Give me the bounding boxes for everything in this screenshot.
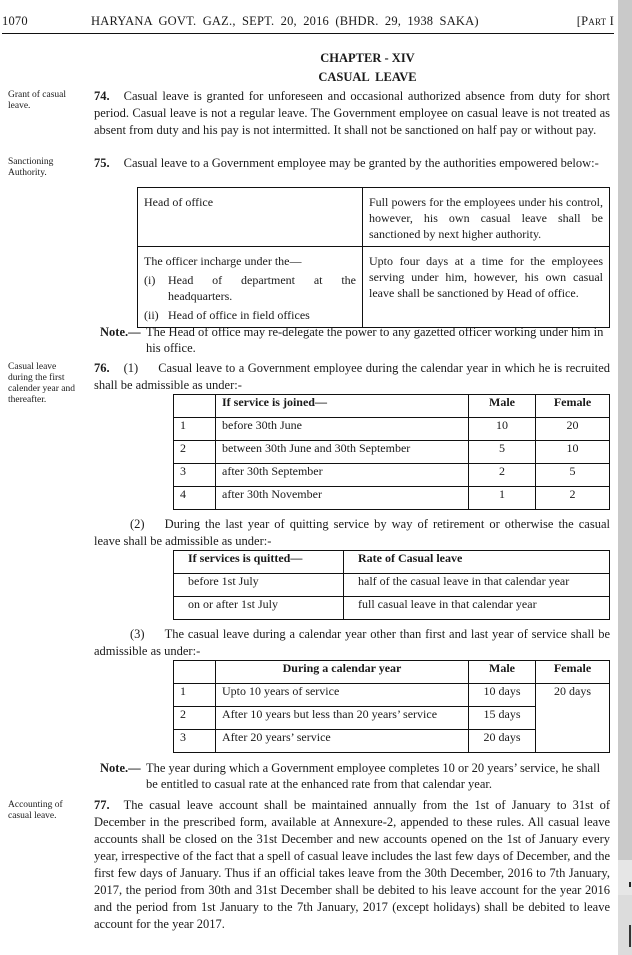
authority-cell: Head of office: [138, 188, 363, 247]
note-label: Note.—: [100, 325, 141, 339]
header-cell: Female: [536, 661, 610, 684]
header-cell: Female: [536, 395, 610, 418]
rule-number: 76.: [94, 361, 110, 375]
note-75: [100, 324, 612, 356]
female-days: 20: [536, 418, 610, 441]
table-row: [174, 597, 610, 620]
row-number: 1: [174, 418, 216, 441]
header-cell: [174, 395, 216, 418]
joining-year-table: [173, 394, 610, 510]
male-days: 5: [469, 441, 536, 464]
service-length-table: [173, 660, 610, 753]
rule-text: During the last year of quitting service by way of retirement or otherwise the casual leave shall be admissible as under:-: [94, 517, 610, 548]
leave-rate: half of the casual leave in that calendar year: [344, 574, 610, 597]
rule-76-1: [94, 360, 610, 394]
service-length: After 10 years but less than 20 years’ service: [216, 707, 469, 730]
note-label: Note.—: [100, 761, 141, 775]
table-row: [174, 418, 610, 441]
chapter-title: CASUAL LEAVE: [318, 70, 417, 84]
sub-rule-label: (3): [130, 627, 145, 641]
header-cell: If service is joined—: [216, 395, 469, 418]
powers-cell: Upto four days at a time for the employees serving under him, however, his own casual leave shall be sanctioned by Head of office.: [363, 247, 610, 328]
male-days: 10 days: [469, 684, 536, 707]
table-row: [174, 684, 610, 707]
powers-cell: Full powers for the employees under his control, however, his own casual leave shall be sanctioned by next higher authority.: [363, 188, 610, 247]
header-cell: Male: [469, 661, 536, 684]
table-header-row: [174, 395, 610, 418]
quit-period: on or after 1st July: [174, 597, 344, 620]
row-number: 2: [174, 707, 216, 730]
list-number: (ii): [144, 308, 159, 322]
table-row: [174, 441, 610, 464]
male-days: 10: [469, 418, 536, 441]
rule-number: 74.: [94, 89, 110, 103]
rule-77: [94, 797, 610, 933]
row-number: 2: [174, 441, 216, 464]
table-row: [174, 464, 610, 487]
service-length: Upto 10 years of service: [216, 684, 469, 707]
service-length: After 20 years’ service: [216, 730, 469, 753]
rule-text: The casual leave during a calendar year other than first and last year of service shall be admissible as under:-: [94, 627, 610, 658]
quitting-year-table: [173, 550, 610, 620]
page-number: 1070: [2, 14, 28, 28]
rule-text: The casual leave account shall be maintained annually from the 1st of January to 31st of December in the prescribed form, available at Annexure-2, appended to these rules. All casual leave accounts shall be closed on the 31st December and new accounts opened on the 1st of January every year, irrespective of the fact that a spell of casual leave includes the last few days of December, and the first few days of January. Thus if an official takes leave from the 30th December, 2016 to 7th January, 2017, the period from 30th and 31st December shall be debited to his leave account for the year 2016 and the period from 1st January to the 7th January, 2017 (except holidays) shall be debited to leave account for the year 2017.: [94, 798, 610, 931]
rule-76-2: [94, 516, 610, 550]
list-item: [144, 272, 356, 304]
scroll-marker-icon: [629, 925, 631, 947]
row-number: 3: [174, 730, 216, 753]
header-cell: [174, 661, 216, 684]
margin-note-74: Grant of casual leave.: [8, 90, 67, 111]
male-days: 2: [469, 464, 536, 487]
rule-75: [94, 155, 610, 172]
sanctioning-authority-table: [137, 187, 610, 328]
list-text: Head of office in field offices: [168, 308, 310, 322]
male-days: 20 days: [469, 730, 536, 753]
list-text: Head of department at the headquarters.: [168, 273, 356, 303]
joining-period: between 30th June and 30th September: [216, 441, 469, 464]
header-cell: Male: [469, 395, 536, 418]
quit-period: before 1st July: [174, 574, 344, 597]
scroll-marker-icon: [629, 882, 631, 887]
joining-period: after 30th November: [216, 487, 469, 510]
rule-text: Casual leave to a Government employee may be granted by the authorities empowered below:-: [123, 156, 599, 170]
note-text: The year during which a Government employee completes 10 or 20 years’ service, he shall be entitled to casual rate at the enhanced rate from that calendar year.: [146, 761, 601, 791]
rule-number: 77.: [94, 798, 110, 812]
joining-period: after 30th September: [216, 464, 469, 487]
authority-cell: [138, 247, 363, 328]
table-row: [174, 574, 610, 597]
scrollbar-track-segment: [618, 860, 632, 895]
rule-text: Casual leave to a Government employee during the calendar year in which he is recruited shall be admissible as under:-: [94, 361, 610, 392]
list-number: (i): [144, 273, 156, 287]
part-label: [Part I: [576, 14, 614, 28]
male-days: 1: [469, 487, 536, 510]
margin-note-77: Accounting of casual leave.: [8, 800, 63, 821]
gazette-title: HARYANA GOVT. GAZ., SEPT. 20, 2016 (BHDR. 29, 1938 SAKA): [91, 14, 479, 28]
margin-note-76: Casual leave during the first calender year and thereafter.: [8, 362, 75, 405]
sub-rule-label: (1): [123, 361, 139, 375]
chapter-number: CHAPTER - XIV: [320, 51, 415, 65]
table-row: [174, 487, 610, 510]
row-number: 4: [174, 487, 216, 510]
header-cell: If services is quitted—: [174, 551, 344, 574]
note-76: [100, 760, 612, 792]
female-days: 5: [536, 464, 610, 487]
header-cell: During a calendar year: [216, 661, 469, 684]
female-days: 20 days: [536, 684, 610, 753]
header-cell: Rate of Casual leave: [344, 551, 610, 574]
running-header: [2, 14, 614, 34]
rule-text: Casual leave is granted for unforeseen and occasional authorized absence from duty for short period. Casual leave is not a regular leave. The Government employee on casual leave is not treated as absent from duty and his pay is not intermitted. It shall not be sanctioned on half pay or without pay.: [94, 89, 610, 137]
row-number: 3: [174, 464, 216, 487]
sub-rule-label: (2): [130, 517, 145, 531]
scrollbar[interactable]: [618, 0, 632, 955]
female-days: 10: [536, 441, 610, 464]
male-days: 15 days: [469, 707, 536, 730]
joining-period: before 30th June: [216, 418, 469, 441]
rule-74: [94, 88, 610, 139]
row-number: 1: [174, 684, 216, 707]
leave-rate: full casual leave in that calendar year: [344, 597, 610, 620]
margin-note-75: Sanctioning Authority.: [8, 157, 54, 178]
table-row: [138, 247, 610, 328]
rule-number: 75.: [94, 156, 110, 170]
table-row: [138, 188, 610, 247]
authority-intro: The officer incharge under the—: [144, 254, 302, 268]
rule-76-3: [94, 626, 610, 660]
table-header-row: [174, 551, 610, 574]
note-text: The Head of office may re-delegate the power to any gazetted officer working under him in his office.: [146, 325, 604, 355]
table-header-row: [174, 661, 610, 684]
female-days: 2: [536, 487, 610, 510]
list-item: [144, 307, 356, 323]
